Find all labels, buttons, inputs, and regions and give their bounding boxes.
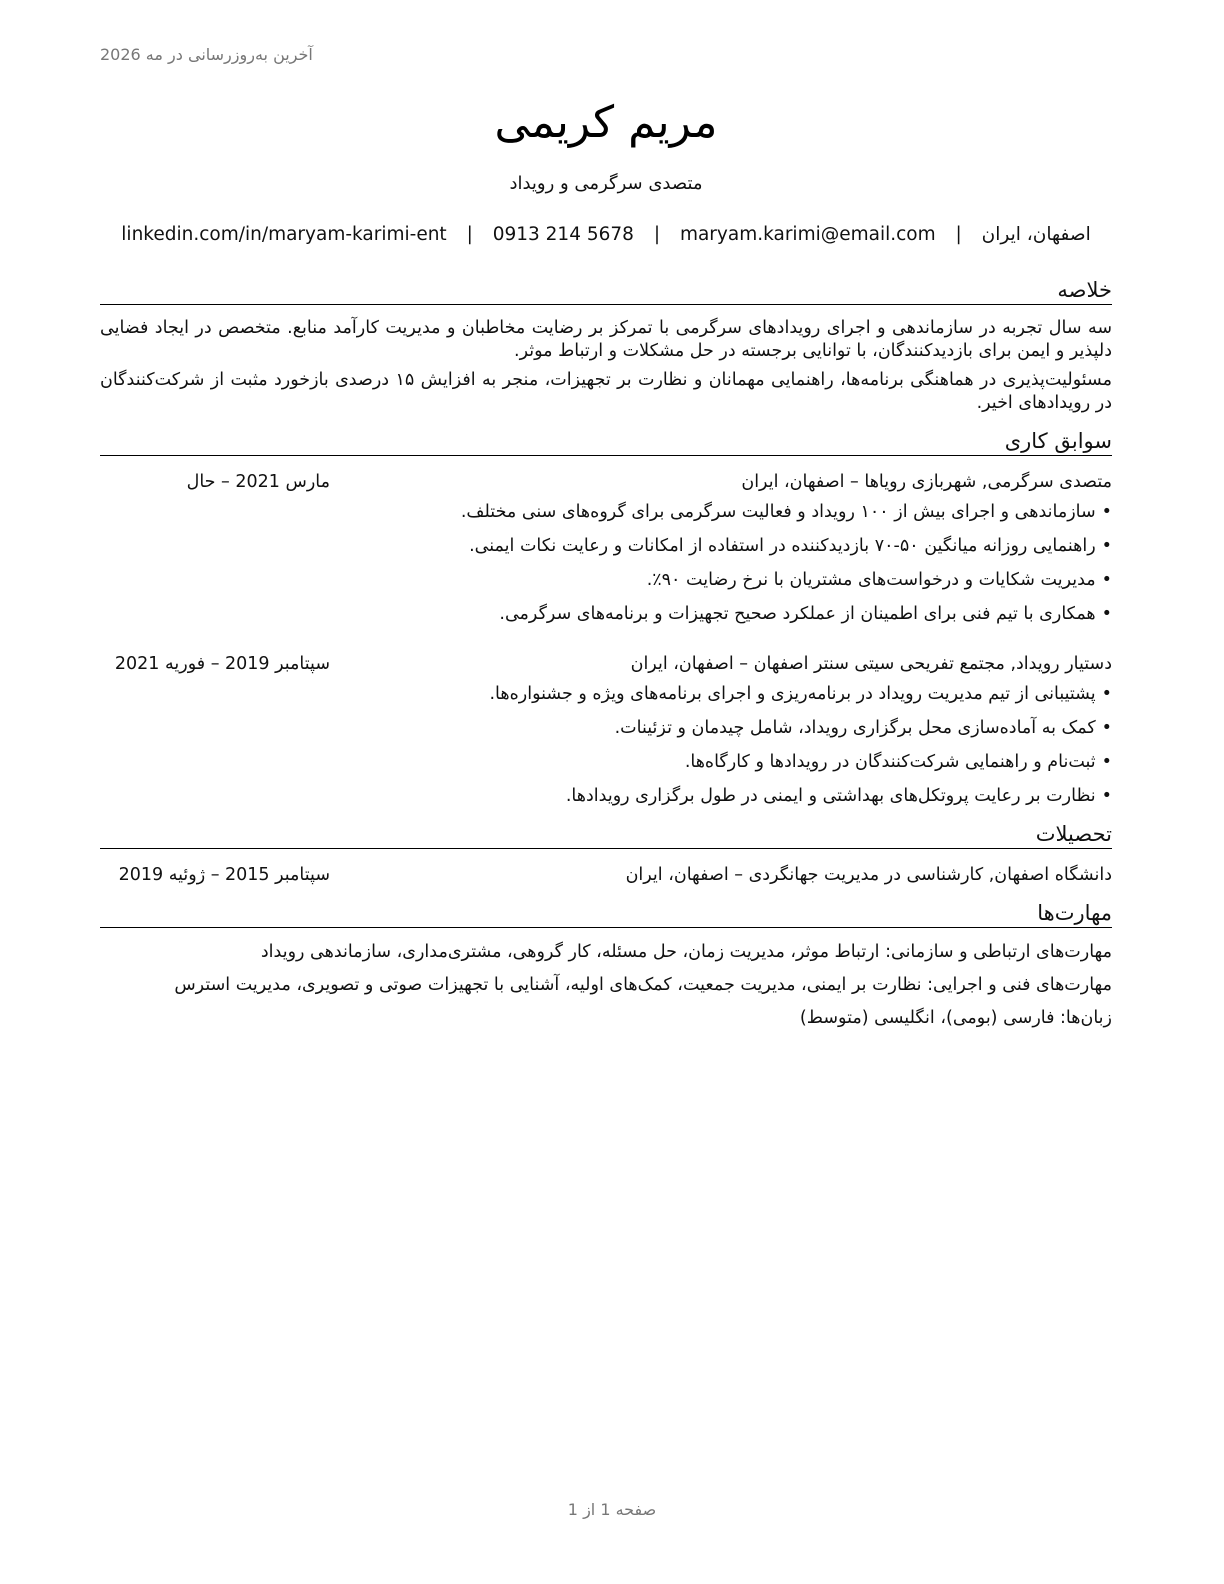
summary-paragraph: سه سال تجربه در سازماندهی و اجرای رویدادهای سرگرمی با تمرکز بر رضایت مخاطبان و مدیریت کارآمد منابع. متخصص در ایجاد فضایی دلپذیر و ایمن برای بازدیدکنندگان، با توانایی برجسته در حل مشکلات و ارتباط موثر.	[100, 318, 1112, 361]
contact-separator: |	[466, 224, 473, 245]
job-date: سپتامبر 2019 – فوریه 2021	[114, 654, 330, 674]
job-bullet-text: کمک به آماده‌سازی محل برگزاری رویداد، شامل چیدمان و تزئینات.	[614, 718, 1096, 738]
education-date: سپتامبر 2015 – ژوئیه 2019	[118, 865, 330, 885]
candidate-name: مریم کریمی	[494, 97, 718, 148]
contact-line	[100, 222, 1112, 248]
resume-header	[100, 92, 1112, 196]
summary-section	[100, 317, 1112, 415]
job-bullet-text: همکاری با تیم فنی برای اطمینان از عملکرد صحیح تجهیزات و برنامه‌های سرگرمی.	[499, 604, 1096, 624]
job-header	[100, 652, 1112, 676]
contact-phone: 0913 214 5678	[492, 224, 634, 245]
bullet-icon: •	[1101, 786, 1112, 806]
job-bullet-text: راهنمایی روزانه میانگین ۵۰-۷۰ بازدیدکننده در استفاده از امکانات و رعایت نکات ایمنی.	[469, 536, 1096, 556]
job-bullet	[100, 716, 1112, 740]
summary-paragraph: مسئولیت‌پذیری در هماهنگی برنامه‌ها، راهنمایی مهمانان و نظارت بر تجهیزات، منجر به افزایش ۱۵ درصدی بازخورد مثبت از شرکت‌کنندگان در رویدادهای اخیر.	[100, 370, 1112, 413]
job-title: دستیار رویداد, مجتمع تفریحی سیتی سنتر اصفهان – اصفهان، ایران	[630, 654, 1112, 674]
job-bullet	[100, 750, 1112, 774]
contact-separator: |	[955, 224, 962, 245]
education-title: دانشگاه اصفهان, کارشناسی در مدیریت جهانگردی – اصفهان، ایران	[625, 865, 1112, 885]
bullet-icon: •	[1101, 718, 1112, 738]
job-bullet-text: نظارت بر رعایت پروتکل‌های بهداشتی و ایمنی در طول برگزاری رویدادها.	[565, 786, 1096, 806]
contact-location: اصفهان، ایران	[981, 224, 1091, 245]
job-bullet	[100, 568, 1112, 592]
candidate-title: متصدی سرگرمی و رویداد	[509, 173, 703, 194]
resume-content	[100, 276, 1112, 1039]
skills-section	[100, 899, 1112, 1030]
job-bullet-text: سازماندهی و اجرای بیش از ۱۰۰ رویداد و فعالیت سرگرمی برای گروه‌های سنی مختلف.	[460, 502, 1096, 522]
education-section	[100, 820, 1112, 887]
bullet-icon: •	[1101, 752, 1112, 772]
job-entry	[100, 652, 1112, 808]
experience-heading: سوابق کاری	[100, 427, 1112, 456]
education-entry	[100, 863, 1112, 887]
skills-heading: مهارت‌ها	[100, 899, 1112, 928]
bullet-icon: •	[1101, 604, 1112, 624]
contact-linkedin[interactable]: linkedin.com/in/maryam-karimi-ent	[121, 224, 447, 245]
job-bullet	[100, 534, 1112, 558]
job-bullet	[100, 500, 1112, 524]
skills-line: مهارت‌های فنی و اجرایی: نظارت بر ایمنی، مدیریت جمعیت، کمک‌های اولیه، آشنایی با تجهیزات صوتی و تصویری، مدیریت استرس	[174, 975, 1112, 995]
skills-list	[100, 940, 1112, 1030]
job-bullet	[100, 602, 1112, 626]
job-bullets	[100, 682, 1112, 808]
bullet-icon: •	[1101, 684, 1112, 704]
page-number: صفحه 1 از 1	[567, 1500, 657, 1519]
job-bullet	[100, 784, 1112, 808]
job-date: مارس 2021 – حال	[186, 472, 330, 492]
experience-section	[100, 427, 1112, 808]
bullet-icon: •	[1101, 570, 1112, 590]
job-title: متصدی سرگرمی, شهربازی رویاها – اصفهان، ایران	[741, 472, 1112, 492]
job-entry	[100, 470, 1112, 626]
education-heading: تحصیلات	[100, 820, 1112, 849]
job-header	[100, 470, 1112, 494]
skills-line: زبان‌ها: فارسی (بومی)، انگلیسی (متوسط)	[799, 1008, 1112, 1028]
job-bullet	[100, 682, 1112, 706]
summary-heading: خلاصه	[100, 276, 1112, 305]
job-bullet-text: ثبت‌نام و راهنمایی شرکت‌کنندگان در رویدادها و کارگاه‌ها.	[684, 752, 1096, 772]
contact-email[interactable]: maryam.karimi@email.com	[679, 224, 936, 245]
contact-separator: |	[653, 224, 661, 245]
job-bullet-text: پشتیبانی از تیم مدیریت رویداد در برنامه‌ریزی و اجرای برنامه‌های ویژه و جشنواره‌ها.	[489, 684, 1096, 704]
last-updated-note: آخرین به‌روزرسانی در مه 2026	[100, 45, 313, 64]
bullet-icon: •	[1101, 502, 1112, 522]
job-bullet-text: مدیریت شکایات و درخواست‌های مشتریان با نرخ رضایت ۹۰٪.	[646, 570, 1096, 590]
bullet-icon: •	[1101, 536, 1112, 556]
skills-line: مهارت‌های ارتباطی و سازمانی: ارتباط موثر، مدیریت زمان، حل مسئله، کار گروهی، مشتری‌مداری، سازماندهی رویداد	[260, 942, 1112, 962]
job-bullets	[100, 500, 1112, 626]
